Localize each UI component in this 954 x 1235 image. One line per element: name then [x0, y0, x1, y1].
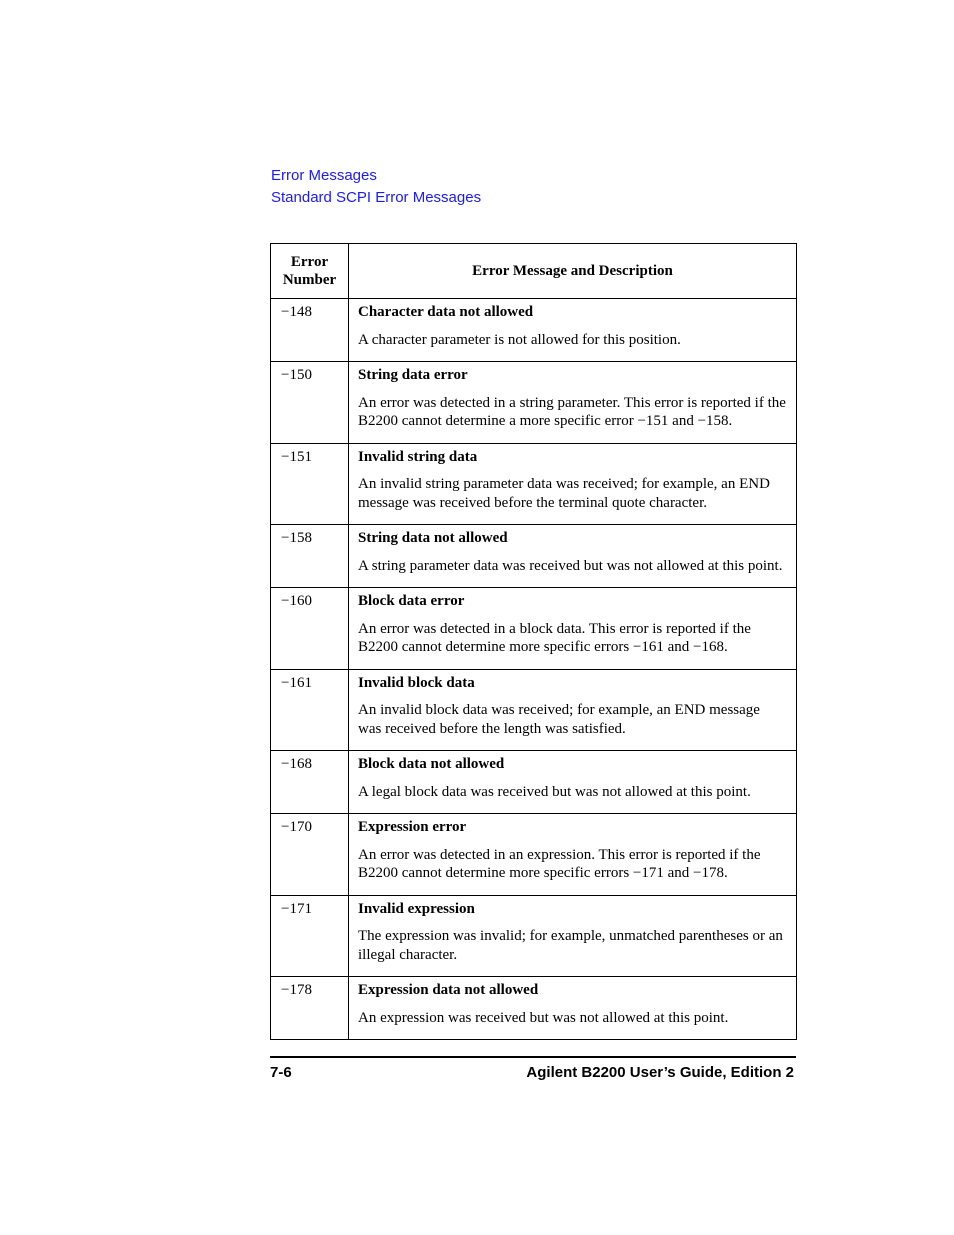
- error-description: A legal block data was received but was not allowed at this point.: [358, 783, 751, 800]
- error-message: Invalid block data: [358, 674, 475, 691]
- breadcrumb: [271, 165, 481, 209]
- breadcrumb-link-section[interactable]: Standard SCPI Error Messages: [271, 189, 482, 206]
- error-description: An error was detected in a block data. This error is reported if the B2200 cannot determine more specific errors −161 and −168.: [358, 620, 751, 655]
- error-number: −160: [271, 588, 349, 670]
- error-description: The expression was invalid; for example, unmatched parentheses or an illegal character.: [358, 928, 783, 963]
- document-title: Agilent B2200 User’s Guide, Edition 2: [526, 1064, 794, 1081]
- error-description: An error was detected in a string parameter. This error is reported if the B2200 cannot determine a more specific error −151 and −158.: [358, 394, 786, 429]
- error-message: Block data not allowed: [358, 756, 505, 772]
- error-description: An error was detected in an expression. This error is reported if the B2200 cannot determine more specific errors −171 and −178.: [358, 846, 761, 881]
- error-message: Expression error: [358, 819, 467, 835]
- error-message: Character data not allowed: [358, 304, 534, 320]
- error-number: −151: [271, 443, 349, 525]
- table-row: [271, 525, 797, 588]
- error-message: String data error: [358, 367, 468, 383]
- error-number: −158: [271, 525, 349, 588]
- table-row: [271, 814, 797, 896]
- error-number: −178: [271, 977, 349, 1040]
- table-row: [271, 299, 797, 362]
- error-description-cell: [349, 895, 797, 977]
- column-header-number: Error Number: [271, 244, 349, 299]
- page-number: 7-6: [270, 1064, 292, 1081]
- error-description-cell: [349, 362, 797, 444]
- error-description-cell: [349, 443, 797, 525]
- error-number: −148: [271, 299, 349, 362]
- error-description-cell: [349, 299, 797, 362]
- error-message: Invalid expression: [358, 900, 475, 917]
- table-body: [271, 299, 797, 1040]
- error-number: −171: [271, 895, 349, 977]
- error-description-cell: [349, 669, 797, 751]
- error-number: −161: [271, 669, 349, 751]
- error-message: Block data error: [358, 593, 465, 609]
- table-row: [271, 669, 797, 751]
- table-row: [271, 443, 797, 525]
- error-description: A string parameter data was received but was not allowed at this point.: [358, 557, 783, 574]
- error-description: A character parameter is not allowed for this position.: [358, 331, 681, 348]
- error-description: An invalid block data was received; for example, an END message was received before the length was satisfied.: [358, 702, 760, 737]
- error-description-cell: [349, 751, 797, 814]
- table-row: [271, 977, 797, 1040]
- error-message: String data not allowed: [358, 530, 508, 546]
- error-description-cell: [349, 977, 797, 1040]
- table-row: [271, 751, 797, 814]
- error-description: An invalid string parameter data was received; for example, an END message was received before the terminal quote character.: [358, 476, 770, 511]
- error-number: −168: [271, 751, 349, 814]
- error-message: Invalid string data: [358, 448, 478, 465]
- error-number: −150: [271, 362, 349, 444]
- error-table: [270, 243, 797, 1040]
- table-row: [271, 362, 797, 444]
- table-row: [271, 895, 797, 977]
- error-description-cell: [349, 588, 797, 670]
- table-row: [271, 588, 797, 670]
- error-description-cell: [349, 814, 797, 896]
- error-number: −170: [271, 814, 349, 896]
- column-header-description: Error Message and Description: [349, 244, 797, 299]
- error-description-cell: [349, 525, 797, 588]
- breadcrumb-link-chapter[interactable]: Error Messages: [271, 167, 377, 184]
- error-description: An expression was received but was not allowed at this point.: [358, 1009, 729, 1026]
- table-header-row: [271, 244, 797, 299]
- footer-divider: [270, 1056, 796, 1058]
- error-message: Expression data not allowed: [358, 982, 539, 998]
